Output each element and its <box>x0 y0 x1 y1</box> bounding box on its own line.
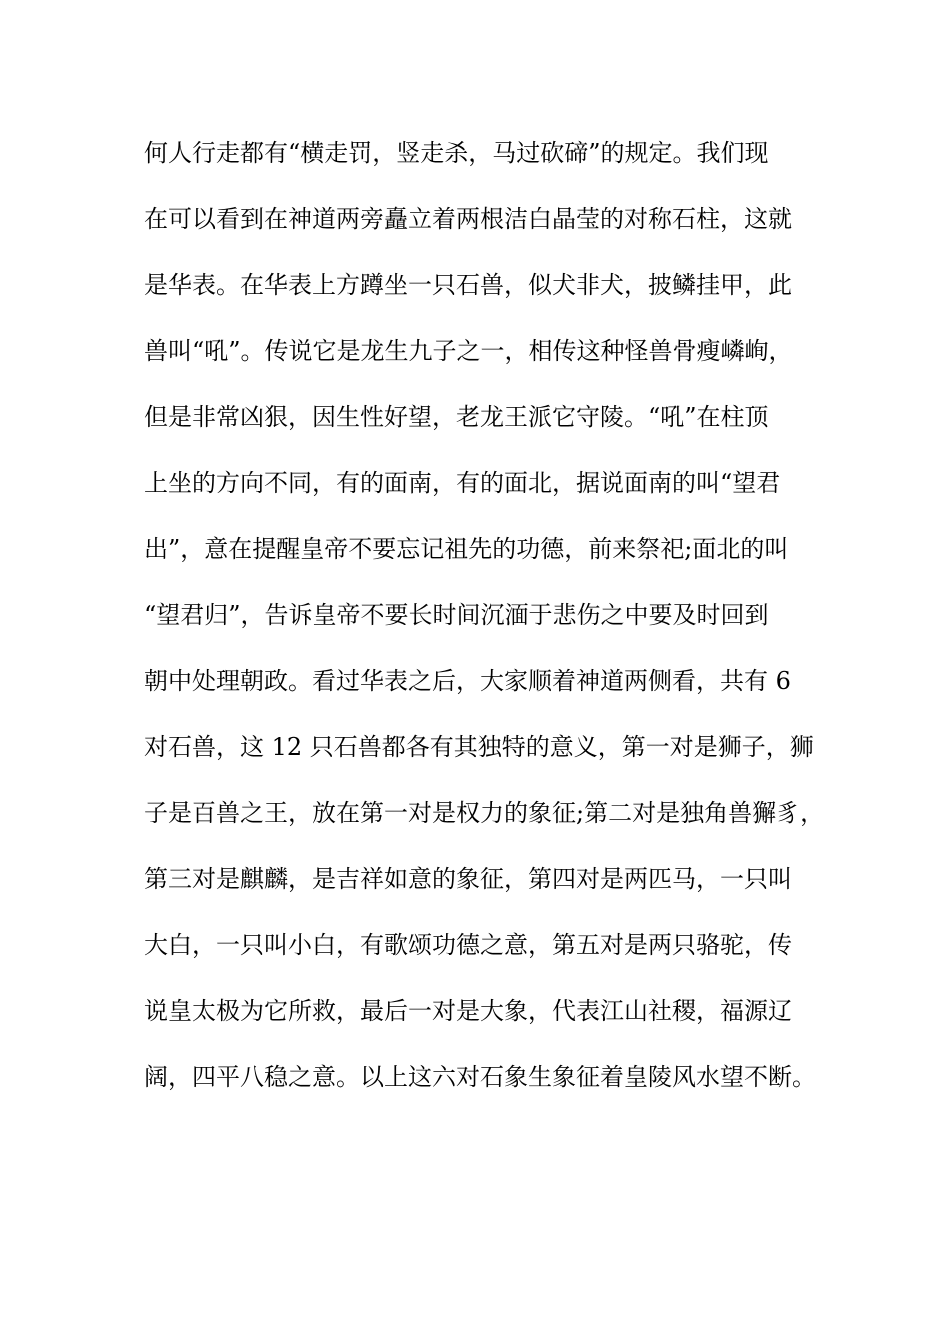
text-line: 第三对是麒麟，是吉祥如意的象征，第四对是两匹马，一只叫 <box>144 865 792 893</box>
text-line: 说皇太极为它所救，最后一对是大象，代表江山社稷，福源辽 <box>144 997 792 1025</box>
text-line: 是华表。在华表上方蹲坐一只石兽，似犬非犬，披鳞挂甲，此 <box>144 271 792 299</box>
text-line: “望君归”，告诉皇帝不要长时间沉湎于悲伤之中要及时回到 <box>144 601 769 629</box>
text-line: 兽叫“吼”。传说它是龙生九子之一，相传这种怪兽骨瘦嶙峋， <box>144 337 793 365</box>
text-line: 朝中处理朝政。看过华表之后，大家顺着神道两侧看，共有 6 <box>144 667 791 695</box>
text-line: 出”，意在提醒皇帝不要忘记祖先的功德，前来祭祀;面北的叫 <box>144 535 789 563</box>
text-line: 子是百兽之王，放在第一对是权力的象征;第二对是独角兽獬豸， <box>144 799 824 827</box>
text-line: 对石兽，这 12 只石兽都各有其独特的意义，第一对是狮子，狮 <box>144 733 814 761</box>
text-line: 但是非常凶狠，因生性好望，老龙王派它守陵。“吼”在柱顶 <box>144 403 769 431</box>
text-line: 何人行走都有“横走罚，竖走杀，马过砍碲”的规定。我们现 <box>144 139 769 167</box>
text-line: 上坐的方向不同，有的面南，有的面北，据说面南的叫“望君 <box>144 469 781 497</box>
body-text <box>144 128 824 1118</box>
text-line: 阔，四平八稳之意。以上这六对石象生象征着皇陵风水望不断。 <box>144 1063 816 1091</box>
text-line: 在可以看到在神道两旁矗立着两根洁白晶莹的对称石柱，这就 <box>144 205 792 233</box>
text-line: 大白，一只叫小白，有歌颂功德之意，第五对是两只骆驼，传 <box>144 931 792 959</box>
